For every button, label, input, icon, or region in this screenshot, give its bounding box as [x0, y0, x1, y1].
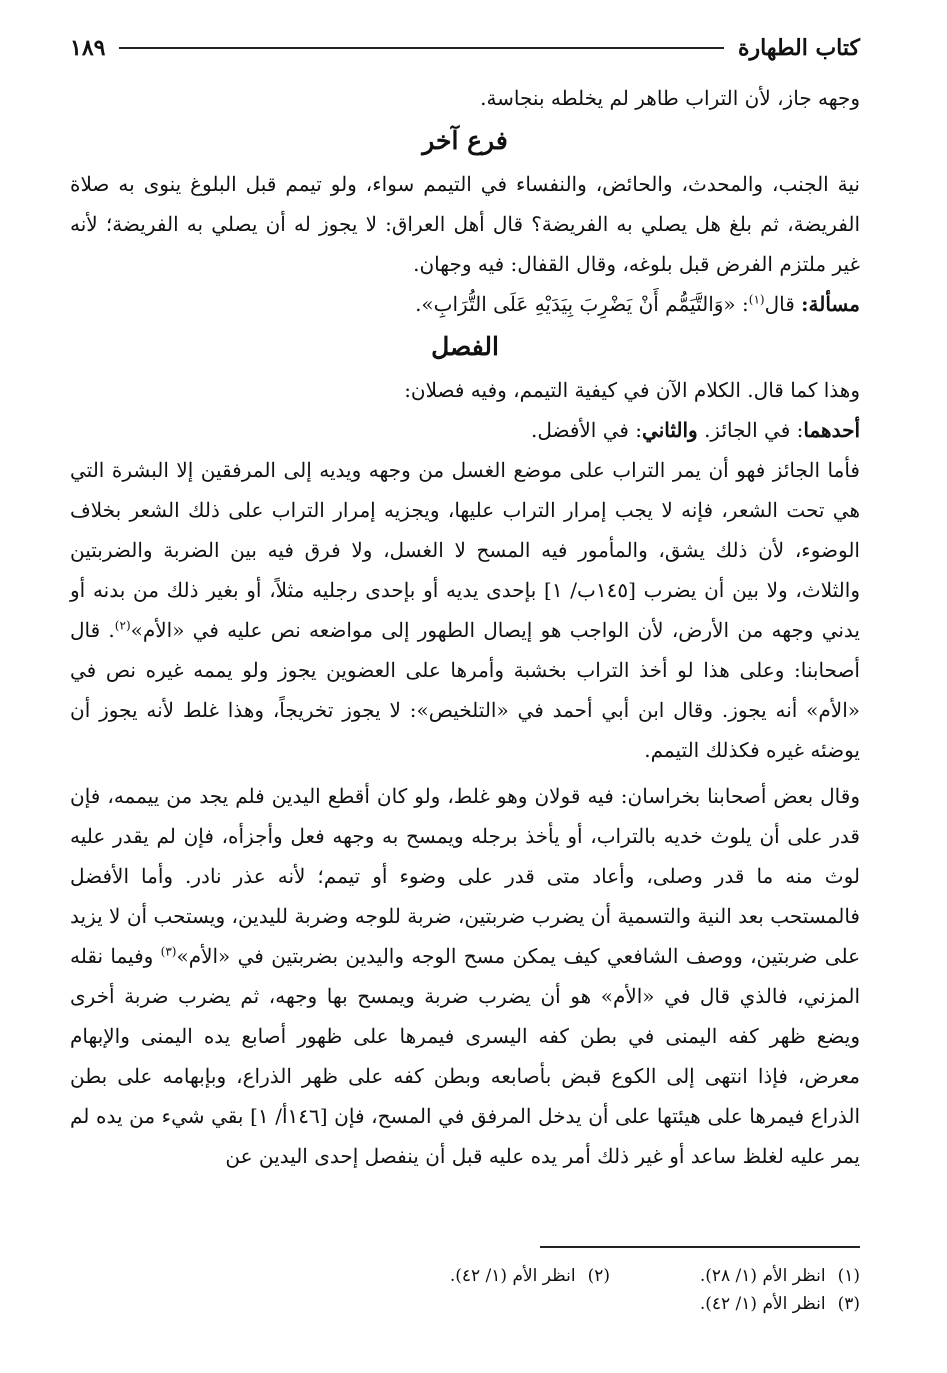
footnote-ref-3: (٣)	[160, 944, 177, 959]
footnote-ref-2: (٢)	[114, 618, 131, 633]
running-title: كتاب الطهارة	[737, 35, 860, 61]
first-label: أحدهما	[803, 418, 860, 442]
first-text: : في الجائز.	[697, 418, 804, 442]
footnote-rule	[540, 1246, 860, 1248]
footnote-text: انظر الأم (١/ ٤٢).	[449, 1266, 576, 1286]
footnotes	[70, 1262, 860, 1318]
paragraph-kayfiyya: وهذا كما قال. الكلام الآن في كيفية التيمم، وفيه فصلان:	[404, 378, 860, 402]
footnote-row	[70, 1262, 860, 1290]
footnote-text: انظر الأم (١/ ٤٢).	[699, 1294, 826, 1314]
two-chapters-line	[70, 410, 860, 450]
para4-text-a: وقال بعض أصحابنا بخراسان: فيه قولان وهو غلط، ولو كان أقطع اليدين فلم يجد من ييممه، فإن قدر على أن يلوث خديه بالتراب، أو يأخذ برجله ويمسح به وجهه فعل وأجزأه، فإن لم يقدر عليه لوث منه ما قدر وصلى، وأعاد متى قدر على وضوء أو تيمم؛ لأنه عذر نادر. وأما الأفضل فالمستحب بعد النية والتسمية أن يضرب ضربتين، ضربة للوجه وضربة لليدين، ويستحب أن لا يزيد على ضربتين، ووصف الشافعي كيف يمكن مسح الوجه واليدين بضربتين في «الأم»	[70, 784, 860, 968]
masala-quote: : «وَالتَّيَمُّم أَنْ يَضْرِبَ بِيَدَيْهِ عَلَى التُّرَابِ».	[415, 292, 749, 316]
paragraph-niyya: نية الجنب، والمحدث، والحائض، والنفساء في التيمم سواء، ولو تيمم قبل البلوغ ينوى به صلاة الفريضة، ثم بلغ هل يصلي به الفريضة؟ قال أهل العراق: لا يجوز له أن يصلي به الفريضة؛ لأنه غير ملتزم الفرض قبل بلوغه، وقال القفال: فيه وجهان.	[70, 172, 860, 276]
paragraph-khurasan	[70, 776, 860, 1176]
footnote-2	[360, 1262, 610, 1290]
footnote-1	[610, 1262, 860, 1290]
masala-label: مسألة:	[801, 292, 860, 316]
main-text	[70, 78, 860, 1176]
footnote-text: انظر الأم (١/ ٢٨).	[699, 1266, 826, 1286]
book-page	[70, 28, 860, 1348]
para3-text-b: . قال أصحابنا: وعلى هذا لو أخذ التراب بخشبة وأمرها على العضوين يجوز ولو يممه غيره نص في «الأم» أنه يجوز. وقال ابن أبي أحمد في «التلخيص»: لا يجوز تخريجاً، وهذا غلط لأنه يجوز أن يوضئه غيره فكذلك التيمم.	[70, 618, 860, 762]
footnote-number: (٢)	[587, 1266, 610, 1286]
para3-text-a: فأما الجائز فهو أن يمر التراب على موضع الغسل من وجهه ويديه إلى المرفقين إلا البشرة التي هي تحت الشعر، فإنه لا يجب إمرار التراب عليها، ويجزيه إمرار التراب على ذلك الشعر بخلاف الوضوء، لأن ذلك يشق، والمأمور فيه المسح لا الغسل، ولا فرق فيه بين الضربة والضربتين والثلاث، ولا بين أن يضرب [١٤٥ب/ ١] بإحدى يديه أو بإحدى رجليه مثلاً، أو بغير ذلك من بدنه أو يدني وجهه من الأرض، لأن الواجب هو إيصال الطهور إلى مواضعه نص عليه في «الأم»	[70, 458, 860, 642]
footnote-row	[70, 1290, 860, 1318]
footnote-3	[610, 1290, 860, 1318]
page-header	[70, 28, 860, 68]
masala-line	[70, 284, 860, 324]
second-label: والثاني	[642, 418, 698, 442]
second-text: : في الأفضل.	[530, 418, 643, 442]
masala-text: قال	[764, 292, 802, 316]
section-heading-far-akhar: فرع آخر	[422, 126, 508, 155]
page-number: ١٨٩	[70, 35, 106, 61]
footnote-ref-1: (١)	[748, 292, 765, 307]
paragraph-al-jaiz	[70, 450, 860, 770]
section-heading-al-fasl: الفصل	[431, 332, 499, 361]
header-rule	[119, 47, 724, 49]
footnote-number: (٣)	[837, 1294, 860, 1314]
footnote-number: (١)	[837, 1266, 860, 1286]
intro-line: وجهه جاز، لأن التراب طاهر لم يخلطه بنجاسة.	[480, 86, 860, 110]
para4-text-b: وفيما نقله المزني، فالذي قال في «الأم» هو أن يضرب ضربة ويمسح بها وجهه، ثم يضرب ضربة أخرى ويضع ظهر كفه اليمنى في بطن كفه اليسرى فيمرها على ظهور أصابع يده اليمنى والإبهام معرض، فإذا انتهى إلى الكوع قبض بأصابعه وبطن كفه على ظهر الذراع، وبإبهامه على بطن الذراع فيمرها على هيئتها على أن يدخل المرفق في المسح، فإن [١٤٦أ/ ١] بقي شيء من يده لم يمر عليه لغلظ ساعد أو غير ذلك أمر يده عليه قبل أن ينفصل إحدى اليدين عن	[70, 944, 861, 1168]
